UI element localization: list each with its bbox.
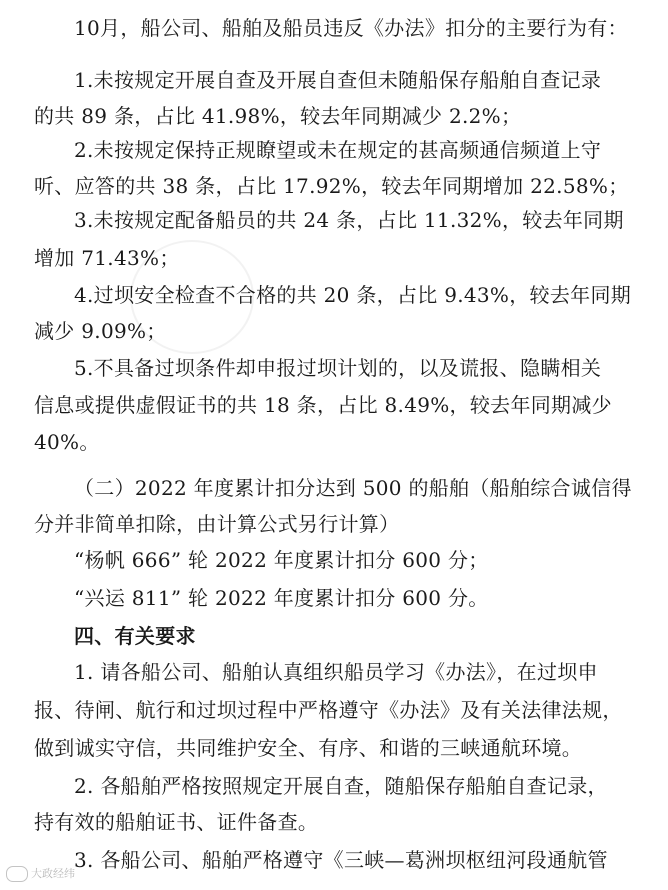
section4-heading: 四、有关要求 xyxy=(74,624,196,648)
item1-line2: 的共 89 条，占比 41.98%，较去年同期减少 2.2%； xyxy=(34,104,522,128)
section2-line1: （二）2022 年度累计扣分达到 500 的船舶（船舶综合诚信得 xyxy=(74,476,632,500)
req2-line1: 2. 各船舶严格按照规定开展自查，随船保存船舶自查记录， xyxy=(74,774,608,798)
item2-line2: 听、应答的共 38 条，占比 17.92%，较去年同期增加 22.58%； xyxy=(34,174,629,198)
item4-line1: 4.过坝安全检查不合格的共 20 条，占比 9.43%，较去年同期 xyxy=(74,283,632,307)
item3-line2: 增加 71.43%； xyxy=(34,246,180,270)
item4-line2: 减少 9.09%； xyxy=(34,319,167,343)
req1-line1: 1. 请各船公司、船舶认真组织船员学习《办法》，在过坝申 xyxy=(74,660,598,684)
item1-line1: 1.未按规定开展自查及开展自查但未随船保存船舶自查记录 xyxy=(74,68,602,92)
source-watermark xyxy=(6,866,75,882)
section2-line2: 分并非简单扣除，由计算公式另行计算） xyxy=(34,512,400,536)
item3-line1: 3.未按规定配备船员的共 24 条，占比 11.32%，较去年同期 xyxy=(74,208,624,232)
req2-line2: 持有效的船舶证书、证件备查。 xyxy=(34,810,319,834)
item5-line1: 5.不具备过坝条件却申报过坝计划的，以及谎报、隐瞒相关 xyxy=(74,356,602,380)
req3-line1: 3. 各船公司、船舶严格遵守《三峡—葛洲坝枢纽河段通航管 xyxy=(74,848,608,872)
item2-line1: 2.未按规定保持正规瞭望或未在规定的甚高频通信频道上守 xyxy=(74,138,602,162)
item5-line3: 40%。 xyxy=(34,430,100,454)
req1-line3: 做到诚实守信，共同维护安全、有序、和谐的三峡通航环境。 xyxy=(34,736,583,760)
item5-line2: 信息或提供虚假证书的共 18 条，占比 8.49%，较去年同期减少 xyxy=(34,393,612,417)
watermark-logo-icon xyxy=(6,866,28,882)
section2-ship1: “杨帆 666” 轮 2022 年度累计扣分 600 分； xyxy=(74,548,489,572)
req1-line2: 报、待闸、航行和过坝过程中严格遵守《办法》及有关法律法规， xyxy=(34,698,623,722)
section2-ship2: “兴运 811” 轮 2022 年度累计扣分 600 分。 xyxy=(74,586,489,610)
intro-line: 10月，船公司、船舶及船员违反《办法》扣分的主要行为有： xyxy=(74,16,628,40)
watermark-text: 大政经纬 xyxy=(31,867,75,880)
